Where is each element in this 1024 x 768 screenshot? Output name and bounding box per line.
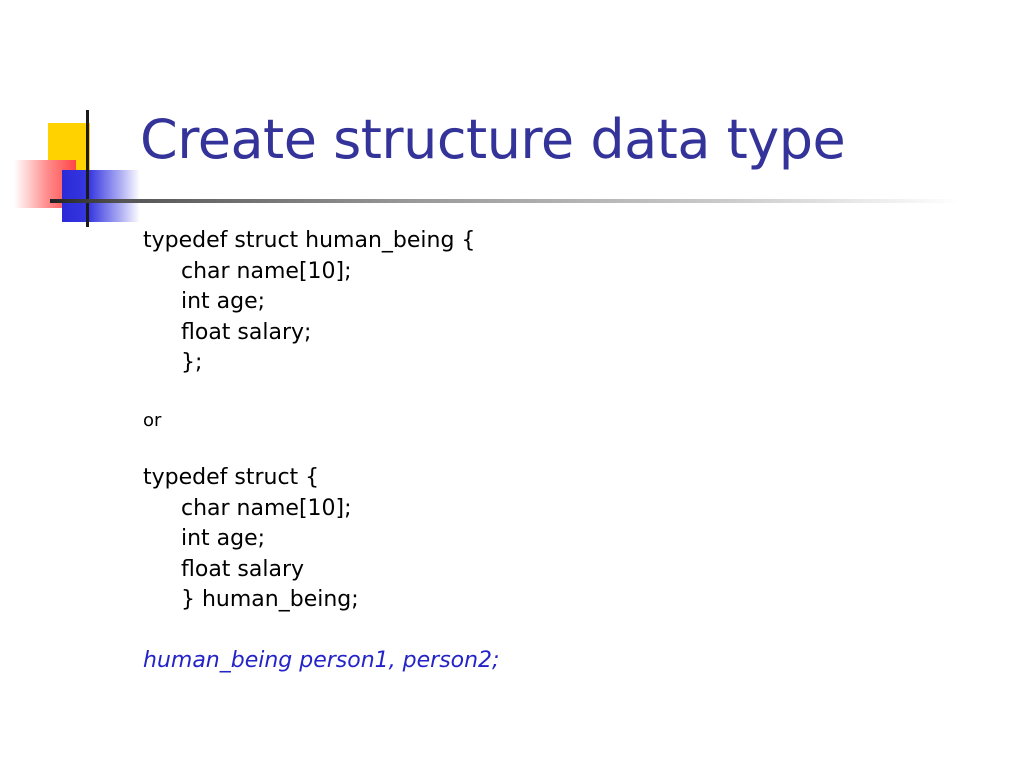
code-line: float salary; [181, 319, 312, 345]
title-underline [50, 199, 960, 203]
code-line: int age; [181, 289, 266, 314]
spacer [143, 436, 499, 463]
code-line: }; [181, 350, 203, 375]
code-line: char name[10]; [181, 495, 352, 521]
spacer [143, 379, 499, 406]
slide-body [143, 226, 499, 676]
code-line: int age; [181, 526, 266, 551]
code-line: float salary [181, 556, 305, 582]
code-line: char name[10]; [181, 258, 352, 284]
code-line: typedef struct { [143, 465, 320, 490]
slide-title: Create structure data type [140, 108, 846, 171]
separator-text: or [143, 409, 162, 431]
code-line: typedef struct human_being { [143, 228, 476, 253]
vertical-rule-decoration [86, 110, 89, 227]
declaration-line: human_being person1, person2; [143, 647, 500, 673]
spacer [143, 616, 499, 646]
blue-square-decoration [62, 170, 140, 222]
code-line: } human_being; [181, 587, 359, 612]
